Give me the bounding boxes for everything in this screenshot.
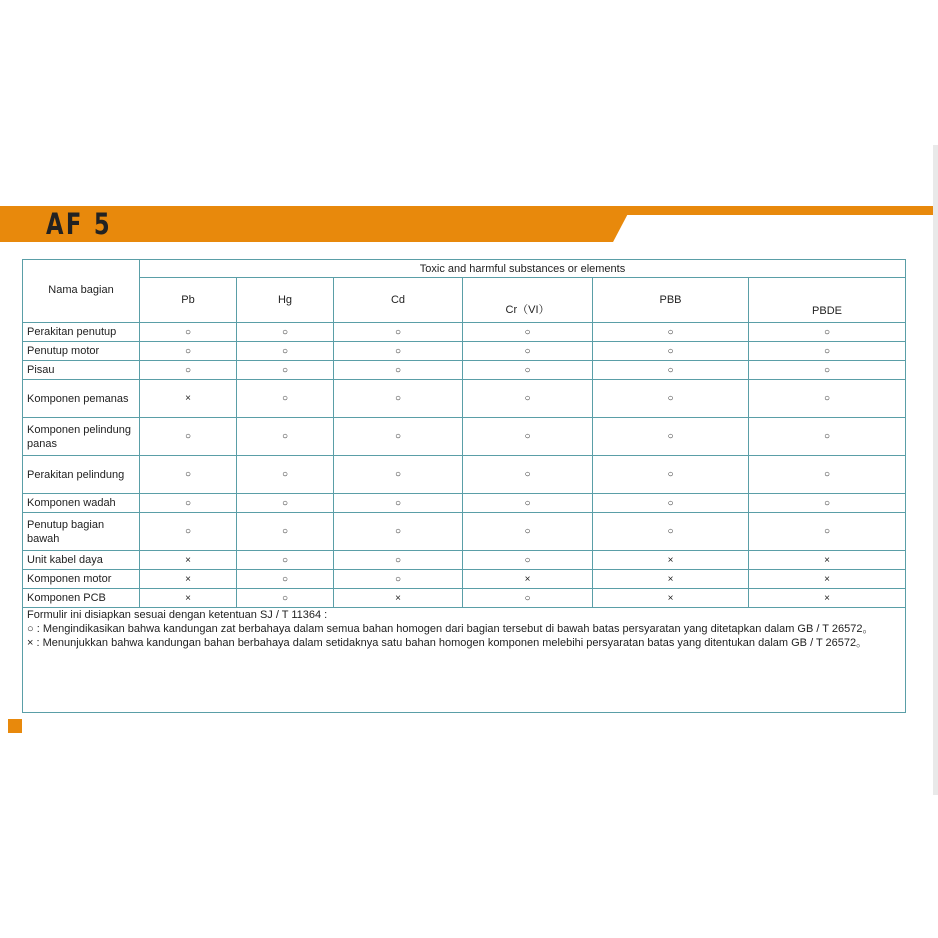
table-row bbox=[23, 456, 906, 494]
substance-mark: ○ bbox=[334, 361, 463, 380]
substance-mark: × bbox=[463, 570, 593, 589]
substance-mark: ○ bbox=[593, 494, 749, 513]
substance-mark: ○ bbox=[463, 361, 593, 380]
page-edge-shadow bbox=[933, 145, 938, 795]
table-row bbox=[23, 513, 906, 551]
substance-mark: × bbox=[593, 570, 749, 589]
substance-mark: ○ bbox=[237, 513, 334, 551]
table-row bbox=[23, 589, 906, 608]
substance-mark: ○ bbox=[334, 342, 463, 361]
substance-mark: × bbox=[140, 551, 237, 570]
page-marker bbox=[8, 719, 22, 733]
column-header-cr6: Cr（VI） bbox=[463, 278, 593, 323]
substance-mark: ○ bbox=[593, 418, 749, 456]
substance-mark: ○ bbox=[463, 589, 593, 608]
substance-mark: ○ bbox=[237, 418, 334, 456]
table-row bbox=[23, 494, 906, 513]
substance-mark: ○ bbox=[749, 456, 906, 494]
substance-mark: ○ bbox=[237, 361, 334, 380]
substance-mark: ○ bbox=[140, 513, 237, 551]
substance-mark: ○ bbox=[593, 456, 749, 494]
substance-mark: ○ bbox=[140, 342, 237, 361]
substance-mark: ○ bbox=[334, 456, 463, 494]
substance-mark: ○ bbox=[463, 494, 593, 513]
substance-mark: ○ bbox=[237, 380, 334, 418]
substance-mark: ○ bbox=[593, 380, 749, 418]
substance-mark: × bbox=[749, 570, 906, 589]
substance-mark: × bbox=[334, 589, 463, 608]
substance-mark: ○ bbox=[140, 494, 237, 513]
part-name: Penutup bagian bawah bbox=[23, 513, 140, 551]
part-name: Penutup motor bbox=[23, 342, 140, 361]
substance-mark: ○ bbox=[334, 323, 463, 342]
part-name: Komponen wadah bbox=[23, 494, 140, 513]
substance-mark: ○ bbox=[749, 418, 906, 456]
hazardous-substances-table bbox=[22, 259, 906, 713]
part-name: Komponen motor bbox=[23, 570, 140, 589]
substance-mark: ○ bbox=[463, 342, 593, 361]
substance-mark: ○ bbox=[140, 456, 237, 494]
table-row bbox=[23, 570, 906, 589]
substance-mark: ○ bbox=[334, 513, 463, 551]
substance-mark: ○ bbox=[334, 418, 463, 456]
column-header-pbb: PBB bbox=[593, 278, 749, 323]
table-row bbox=[23, 342, 906, 361]
substance-mark: ○ bbox=[463, 380, 593, 418]
substance-mark: ○ bbox=[237, 456, 334, 494]
substance-mark: ○ bbox=[334, 570, 463, 589]
column-header-pbde: PBDE bbox=[749, 278, 906, 323]
substance-mark: ○ bbox=[463, 551, 593, 570]
substance-mark: ○ bbox=[237, 323, 334, 342]
part-name: Komponen pelindung panas bbox=[23, 418, 140, 456]
page-title: AF 5 bbox=[46, 207, 112, 241]
substance-mark: ○ bbox=[237, 589, 334, 608]
substance-mark: ○ bbox=[237, 551, 334, 570]
substance-mark: ○ bbox=[749, 513, 906, 551]
substance-mark: ○ bbox=[237, 494, 334, 513]
notes-row bbox=[23, 608, 906, 713]
substance-mark: ○ bbox=[593, 323, 749, 342]
part-name: Perakitan penutup bbox=[23, 323, 140, 342]
substance-mark: × bbox=[593, 551, 749, 570]
table-row bbox=[23, 361, 906, 380]
substance-mark: × bbox=[749, 551, 906, 570]
substance-mark: ○ bbox=[749, 323, 906, 342]
table-row bbox=[23, 551, 906, 570]
note-circle-legend: ○ : Mengindikasikan bahwa kandungan zat berbahaya dalam semua bahan homogen dari bagian tersebut di bawah batas persyaratan yang ditetapkan dalam GB / T 26572。 bbox=[27, 623, 874, 635]
substance-mark: ○ bbox=[593, 342, 749, 361]
substance-mark: ○ bbox=[749, 342, 906, 361]
column-header-part: Nama bagian bbox=[23, 260, 140, 323]
substance-mark: ○ bbox=[334, 380, 463, 418]
substance-mark: ○ bbox=[237, 570, 334, 589]
substance-mark: ○ bbox=[334, 551, 463, 570]
notes-cell bbox=[23, 608, 906, 713]
table-row bbox=[23, 380, 906, 418]
substance-mark: ○ bbox=[334, 494, 463, 513]
table-header-row bbox=[23, 260, 906, 278]
substance-mark: × bbox=[593, 589, 749, 608]
table-row bbox=[23, 418, 906, 456]
part-name: Komponen PCB bbox=[23, 589, 140, 608]
substance-mark: ○ bbox=[749, 494, 906, 513]
table-subheader-row bbox=[23, 278, 906, 323]
substance-mark: × bbox=[140, 589, 237, 608]
substance-mark: ○ bbox=[463, 513, 593, 551]
column-header-cd: Cd bbox=[334, 278, 463, 323]
part-name: Perakitan pelindung bbox=[23, 456, 140, 494]
part-name: Unit kabel daya bbox=[23, 551, 140, 570]
note-intro: Formulir ini disiapkan sesuai dengan ketentuan SJ / T 11364 : bbox=[27, 609, 328, 621]
note-cross-legend: × : Menunjukkan bahwa kandungan bahan berbahaya dalam setidaknya satu bahan homogen komponen melebihi persyaratan batas yang ditentukan dalam GB / T 26572。 bbox=[27, 637, 868, 649]
substance-mark: × bbox=[749, 589, 906, 608]
substance-mark: ○ bbox=[749, 380, 906, 418]
substance-mark: ○ bbox=[749, 361, 906, 380]
substance-mark: ○ bbox=[463, 323, 593, 342]
table-body bbox=[23, 323, 906, 608]
substance-mark: ○ bbox=[140, 361, 237, 380]
substance-mark: ○ bbox=[140, 418, 237, 456]
column-header-hg: Hg bbox=[237, 278, 334, 323]
substance-mark: ○ bbox=[140, 323, 237, 342]
substance-mark: ○ bbox=[593, 361, 749, 380]
substance-mark: ○ bbox=[593, 513, 749, 551]
part-name: Komponen pemanas bbox=[23, 380, 140, 418]
column-header-pb: Pb bbox=[140, 278, 237, 323]
substance-mark: × bbox=[140, 570, 237, 589]
part-name: Pisau bbox=[23, 361, 140, 380]
table-row bbox=[23, 323, 906, 342]
substance-mark: ○ bbox=[463, 456, 593, 494]
substance-mark: × bbox=[140, 380, 237, 418]
substance-mark: ○ bbox=[237, 342, 334, 361]
column-group-header: Toxic and harmful substances or elements bbox=[140, 260, 906, 278]
substance-mark: ○ bbox=[463, 418, 593, 456]
